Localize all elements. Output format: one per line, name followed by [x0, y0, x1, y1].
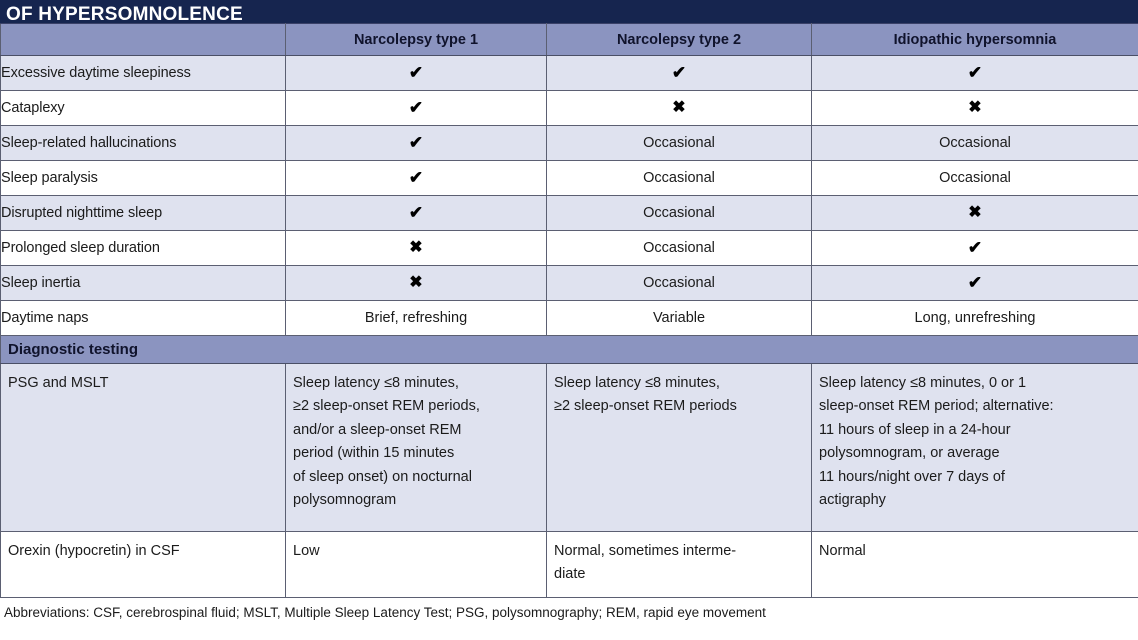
cell-text-line: ≥2 sleep-onset REM periods [554, 398, 737, 415]
cell-text: Occasional [643, 170, 715, 186]
row-value-cell [286, 56, 547, 91]
cell-text [554, 372, 801, 419]
table-header-row [1, 24, 1138, 56]
row-value-cell [286, 231, 547, 266]
cell-text-line: Normal, sometimes interme- [554, 543, 737, 559]
row-value-cell [812, 231, 1138, 266]
table-row [1, 231, 1138, 266]
hypersomnolence-comparison-table [0, 23, 1138, 598]
page-title: OF HYPERSOMNOLENCE [6, 4, 243, 23]
cell-text-line: and/or a sleep-onset REM [293, 421, 462, 438]
row-value-cell [286, 532, 547, 598]
cross-icon: ✖ [968, 204, 982, 221]
cell-text-line: period (within 15 minutes [293, 445, 455, 462]
row-value-cell [547, 532, 812, 598]
cell-text [819, 540, 1128, 563]
column-header-3: Idiopathic hypersomnia [812, 24, 1138, 56]
row-value-cell [547, 301, 812, 336]
cell-text-line: ≥2 sleep-onset REM periods, [293, 398, 480, 415]
cross-icon: ✖ [672, 99, 686, 116]
cross-icon: ✖ [409, 239, 423, 256]
row-value-cell [812, 161, 1138, 196]
row-value-cell [547, 266, 812, 301]
check-icon: ✔ [967, 238, 983, 257]
row-label: Daytime naps [1, 301, 286, 336]
row-label: Sleep inertia [1, 266, 286, 301]
table-row [1, 532, 1138, 598]
cell-text: Occasional [939, 170, 1011, 186]
cell-text-line: Low [293, 543, 320, 559]
cell-text-line: sleep-onset REM period; alternative: [819, 398, 1054, 415]
cross-icon: ✖ [968, 99, 982, 116]
row-label: Disrupted nighttime sleep [1, 196, 286, 231]
cell-text: Occasional [643, 135, 715, 151]
table-row [1, 266, 1138, 301]
check-icon: ✔ [408, 63, 424, 82]
table-row [1, 91, 1138, 126]
row-value-cell [547, 196, 812, 231]
cell-text: Occasional [643, 205, 715, 221]
cell-text-line: polysomnogram, or average [819, 445, 1000, 462]
row-value-cell [812, 301, 1138, 336]
cell-text [554, 540, 801, 587]
cell-text-line: diate [554, 566, 586, 583]
cell-text: Variable [652, 310, 706, 326]
table-row [1, 126, 1138, 161]
row-label: Orexin (hypocretin) in CSF [1, 532, 286, 598]
row-label: Sleep-related hallucinations [1, 126, 286, 161]
header-corner-cell [1, 24, 286, 56]
cell-text-line: Normal [819, 543, 866, 559]
cell-text [293, 540, 536, 563]
row-value-cell [547, 56, 812, 91]
row-label: Prolonged sleep duration [1, 231, 286, 266]
row-value-cell [286, 126, 547, 161]
figure-title-bar [0, 0, 1138, 23]
row-value-cell [286, 91, 547, 126]
row-value-cell [286, 266, 547, 301]
row-label: Excessive daytime sleepiness [1, 56, 286, 91]
section-band-row [1, 336, 1138, 364]
cell-text-line: polysomnogram [293, 492, 397, 509]
row-value-cell [547, 126, 812, 161]
row-value-cell [547, 364, 812, 532]
cell-text-line: actigraphy [819, 492, 886, 509]
row-value-cell [547, 161, 812, 196]
table-row [1, 161, 1138, 196]
row-value-cell [286, 161, 547, 196]
cell-text-line: of sleep onset) on nocturnal [293, 468, 472, 485]
cell-text: Long, unrefreshing [914, 310, 1036, 326]
row-label: Sleep paralysis [1, 161, 286, 196]
table-row [1, 56, 1138, 91]
section-band-label: Diagnostic testing [1, 336, 1138, 364]
table-row [1, 364, 1138, 532]
cell-text-line: 11 hours of sleep in a 24-hour [819, 421, 1011, 438]
table-row [1, 301, 1138, 336]
check-icon: ✔ [671, 63, 687, 82]
row-value-cell [286, 301, 547, 336]
cell-text [819, 372, 1128, 513]
row-value-cell [286, 196, 547, 231]
cell-text: Brief, refreshing [364, 310, 468, 326]
check-icon: ✔ [408, 98, 424, 117]
column-header-2: Narcolepsy type 2 [547, 24, 812, 56]
row-value-cell [812, 532, 1138, 598]
row-label: Cataplexy [1, 91, 286, 126]
row-label: PSG and MSLT [1, 364, 286, 532]
row-value-cell [547, 231, 812, 266]
cell-text-line: 11 hours/night over 7 days of [819, 468, 1005, 485]
column-header-1: Narcolepsy type 1 [286, 24, 547, 56]
cell-text [293, 372, 536, 513]
cell-text: Occasional [643, 275, 715, 291]
check-icon: ✔ [967, 63, 983, 82]
row-value-cell [812, 91, 1138, 126]
check-icon: ✔ [408, 133, 424, 152]
check-icon: ✔ [408, 203, 424, 222]
abbreviations-footnote: Abbreviations: CSF, cerebrospinal fluid; MSLT, Multiple Sleep Latency Test; PSG, polysomnography; REM, rapid eye movement [4, 604, 766, 620]
cell-text: Occasional [939, 135, 1011, 151]
cell-text-line: Sleep latency ≤8 minutes, 0 or 1 [819, 375, 1027, 391]
cell-text-line: Sleep latency ≤8 minutes, [554, 375, 720, 391]
check-icon: ✔ [408, 168, 424, 187]
cell-text-line: Sleep latency ≤8 minutes, [293, 375, 459, 391]
row-value-cell [812, 196, 1138, 231]
row-value-cell [812, 266, 1138, 301]
cell-text: Occasional [643, 240, 715, 256]
check-icon: ✔ [967, 273, 983, 292]
row-value-cell [286, 364, 547, 532]
row-value-cell [812, 56, 1138, 91]
row-value-cell [812, 364, 1138, 532]
row-value-cell [812, 126, 1138, 161]
row-value-cell [547, 91, 812, 126]
cross-icon: ✖ [409, 274, 423, 291]
table-row [1, 196, 1138, 231]
